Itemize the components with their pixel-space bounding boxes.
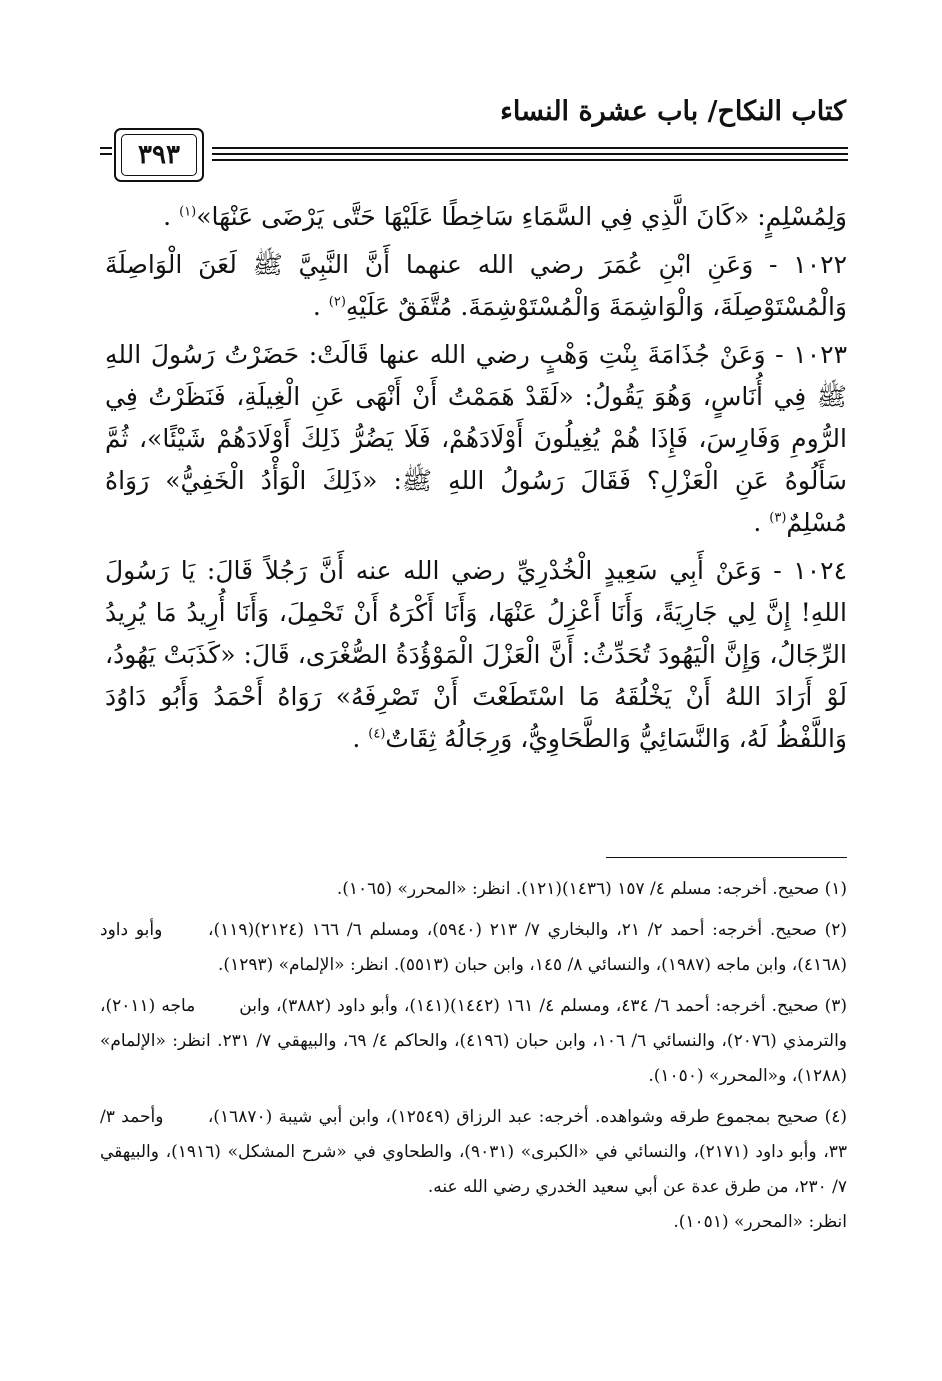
footnote-ref: (١) — [179, 204, 197, 220]
footnotes — [100, 872, 847, 1246]
footnote-ref: (٣) — [769, 510, 787, 526]
footnote-ref: (٤) — [368, 726, 386, 742]
hadith-paragraph: ١٠٢٤ - وَعَنْ أَبِي سَعِيدٍ الْخُدْرِيِّ رضي الله عنه أَنَّ رَجُلاً قَالَ: يَا رَسُولَ اللهِ! إِنَّ لِي جَارِيَةً، وَأَنَا أَعْزِلُ عَنْهَا، وَأَنَا أَكْرَهُ أَنْ تَحْمِلَ، وَأَنَا أُرِيدُ مَا يُرِيدُ الرِّجَالُ، وَإِنَّ الْيَهُودَ تُحَدِّثُ: أَنَّ الْعَزْلَ الْمَوْؤُدَةُ الصُّغْرَى، قَالَ: «كَذَبَتْ يَهُودُ، لَوْ أَرَادَ اللهُ أَنْ يَخْلُقَهُ مَا اسْتَطَعْتَ أَنْ تَصْرِفَهُ» رَوَاهُ أَحْمَدُ وَأَبُو دَاوُدَ وَاللَّفْظُ لَهُ، وَالنَّسَائِيُّ وَالطَّحَاوِيُّ، وَرِجَالُهُ ثِقَاتٌ$^{(٤)}$ . — [105, 556, 847, 753]
hadith-paragraph: ١٠٢٢ - وَعَنِ ابْنِ عُمَرَ رضي الله عنهما أَنَّ النَّبِيَّ ﷺ لَعَنَ الْوَاصِلَةَ وَالْمُسْتَوْصِلَةَ، وَالْوَاشِمَةَ وَالْمُسْتَوْشِمَةَ. مُتَّفَقٌ عَلَيْهِ$^{(٢)}$ . — [105, 250, 847, 321]
hadith-paragraph: ١٠٢٣ - وَعَنْ جُذَامَةَ بِنْتِ وَهْبٍ رضي الله عنها قَالَتْ: حَضَرْتُ رَسُولَ اللهِ ﷺ فِي أُنَاسٍ، وَهُوَ يَقُولُ: «لَقَدْ هَمَمْتُ أَنْ أَنْهَى عَنِ الْغِيلَةِ، فَنَظَرْتُ فِي الرُّومِ وَفَارِسَ، فَإِذَا هُمْ يُغِيلُونَ أَوْلَادَهُمْ، فَلَا يَضُرُّ ذَلِكَ أَوْلَادَهُمْ شَيْئًا»، ثُمَّ سَأَلُوهُ عَنِ الْعَزْلِ؟ فَقَالَ رَسُولُ اللهِ ﷺ: «ذَلِكَ الْوَأْدُ الْخَفِيُّ» رَوَاهُ مُسْلِمٌ$^{(٣)}$ . — [105, 340, 847, 537]
hadith-paragraph: وَلِمُسْلِمٍ: «كَانَ الَّذِي فِي السَّمَاءِ سَاخِطًا عَلَيْهَا حَتَّى يَرْضَى عَنْهَا»$^{(١)}$ . — [163, 202, 847, 231]
footnote: (١) صحيح. أخرجه: مسلم ٤/ ١٥٧ (١٤٣٦)(١٢١). انظر: «المحرر» (١٠٦٥). — [336, 879, 847, 899]
header-rule — [100, 126, 848, 182]
footnote: (٣) صحيح. أخرجه: أحمد ٦/ ٤٣٤، ومسلم ٤/ ١٦١ (١٤٤٢)(١٤١)، وأبو داود (٣٨٨٢)، وابن ماجه (٢٠١١)، والترمذي (٢٠٧٦)، والنسائي ٦/ ١٠٦، وابن حبان (٤١٩٦)، والحاكم ٤/ ٦٩، والبيهقي ٧/ ٢٣١. انظر: «الإلمام» (١٢٨٨)، و«المحرر» (١٠٥٠). — [100, 996, 848, 1086]
footnote-separator — [606, 857, 847, 858]
page-header-title: كتاب النكاح/ باب عشرة النساء — [500, 96, 846, 127]
rule-left-ticks — [100, 147, 112, 159]
main-text — [105, 196, 847, 766]
footnote: (٢) صحيح. أخرجه: أحمد ٢/ ٢١، والبخاري ٧/ ٢١٣ (٥٩٤٠)، ومسلم ٦/ ١٦٦ (٢١٢٤)(١١٩)، وأبو داود (٤١٦٨)، وابن ماجه (١٩٨٧)، والنسائي ٨/ ١٤٥، وابن حبان (٥٥١٣). انظر: «الإلمام» (١٢٩٣). — [100, 920, 847, 975]
footnote: (٤) صحيح بمجموع طرقه وشواهده. أخرجه: عبد الرزاق (١٢٥٤٩)، وابن أبي شيبة (١٦٨٧٠)، وأحمد ٣/ ٣٣، وأبو داود (٢١٧١)، والنسائي في «الكبرى» (٩٠٣١)، والطحاوي في «شرح المشكل» (١٩١٦)، والبيهقي ٧/ ٢٣٠، من طرق عدة عن أبي سعيد الخدري رضي الله عنه. انظر: «المحرر» (١٠٥١). — [100, 1107, 848, 1232]
page-number-box — [114, 128, 204, 182]
page-number: ٣٩٣ — [121, 134, 197, 176]
footnote-ref: (٢) — [328, 294, 346, 310]
